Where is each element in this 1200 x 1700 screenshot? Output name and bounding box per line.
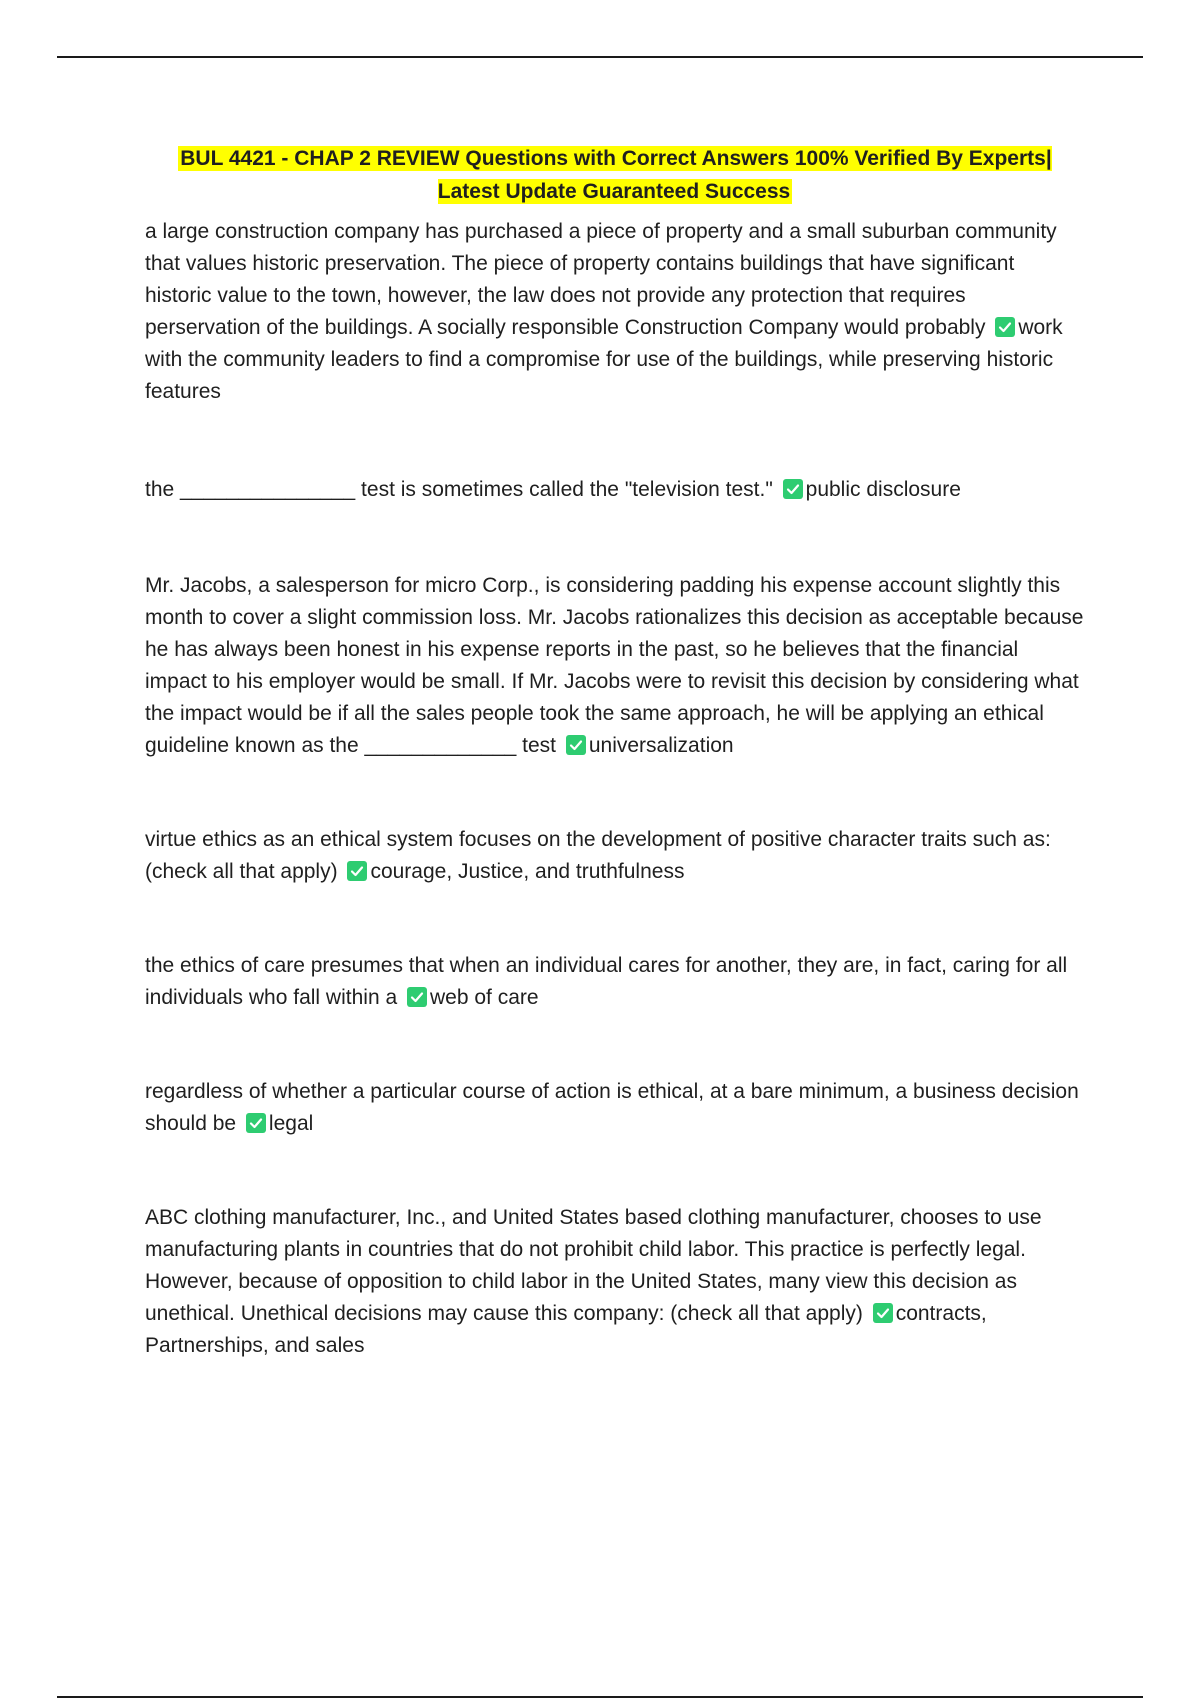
check-box-icon — [995, 317, 1015, 337]
answer-text: courage, Justice, and truthfulness — [370, 860, 685, 883]
answer-text: universalization — [588, 734, 734, 757]
answer-text: work with the community leaders to find a compromise for use of the buildings, while preserving historic features — [145, 316, 1063, 403]
qa-item — [145, 216, 1085, 408]
question-text: Mr. Jacobs, a salesperson for micro Corp., is considering padding his expense account slightly this month to cover a slight commission loss. Mr. Jacobs rationalizes this decision as acceptable because he has always been honest in his expense reports in the past, so he believes that the financial impact to his employer would be small. If Mr. Jacobs were to revisit this decision by considering what the impact would be if all the sales people took the same approach, he will be applying an ethical guideline known as the _____________ test — [145, 574, 1084, 757]
title-highlight: BUL 4421 - CHAP 2 REVIEW Questions with Correct Answers 100% Verified By Experts| Latest Update Guaranteed Success — [180, 147, 1052, 203]
qa-item — [145, 950, 1085, 1014]
answer-text: contracts, Partnerships, and sales — [145, 1302, 987, 1357]
check-box-icon — [246, 1113, 266, 1133]
question-text: virtue ethics as an ethical system focuses on the development of positive character traits such as: (check all that apply) — [145, 828, 1051, 883]
qa-item — [145, 1076, 1085, 1140]
qa-item — [145, 570, 1085, 762]
document-title — [145, 142, 1085, 208]
question-text: regardless of whether a particular course of action is ethical, at a bare minimum, a business decision should be — [145, 1080, 1079, 1135]
qa-item — [145, 474, 1085, 506]
bottom-rule — [57, 1696, 1143, 1698]
question-text: a large construction company has purchased a piece of property and a small suburban community that values historic preservation. The piece of property contains buildings that have significant historic value to the town, however, the law does not provide any protection that requires perservation of the buildings. A socially responsible Construction Company would probably — [145, 220, 1057, 339]
top-rule — [57, 56, 1143, 58]
qa-item — [145, 1202, 1085, 1362]
qa-item — [145, 824, 1085, 888]
check-box-icon — [873, 1303, 893, 1323]
answer-text: public disclosure — [805, 478, 961, 501]
check-box-icon — [347, 861, 367, 881]
document-page — [145, 142, 1085, 1362]
question-text: ABC clothing manufacturer, Inc., and United States based clothing manufacturer, chooses to use manufacturing plants in countries that do not prohibit child labor. This practice is perfectly legal. However, because of opposition to child labor in the United States, many view this decision as unethical. Unethical decisions may cause this company: (check all that apply) — [145, 1206, 1042, 1325]
check-box-icon — [566, 735, 586, 755]
answer-text: legal — [268, 1112, 314, 1135]
check-box-icon — [407, 987, 427, 1007]
answer-text: web of care — [429, 986, 539, 1009]
question-text: the _______________ test is sometimes called the "television test." — [145, 478, 773, 501]
question-text: the ethics of care presumes that when an individual cares for another, they are, in fact, caring for all individuals who fall within a — [145, 954, 1068, 1009]
check-box-icon — [783, 479, 803, 499]
